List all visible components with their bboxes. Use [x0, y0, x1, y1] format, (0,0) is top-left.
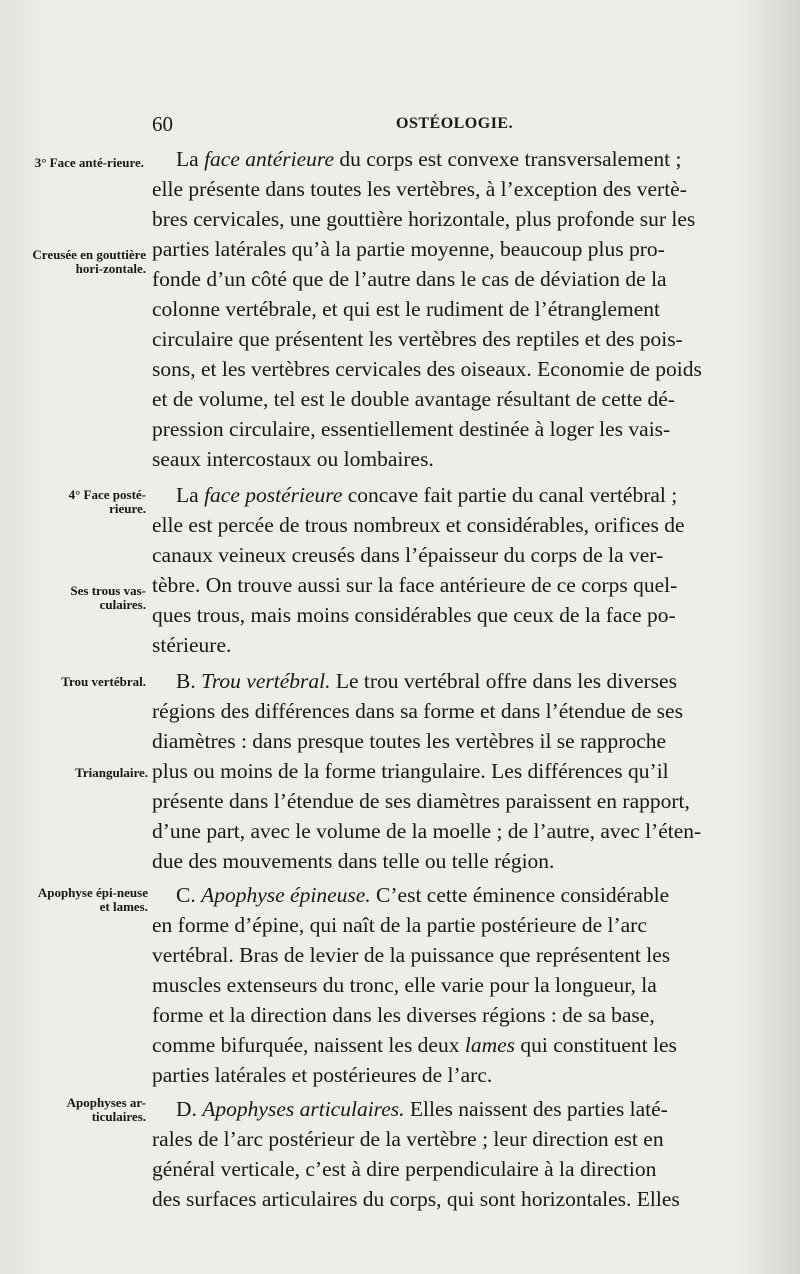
text-span: D. — [176, 1097, 203, 1121]
text-line: rales de l’arc postérieur de la vertèbre ; leur direction est en — [152, 1127, 664, 1151]
text-line: colonne vertébrale, et qui est le rudiment de l’étranglement — [152, 297, 661, 321]
text-span: concave fait partie du canal vertébral ; — [342, 483, 678, 507]
text-line: d’une part, avec le volume de la moelle ; de l’autre, avec l’éten- — [152, 819, 702, 843]
margin-note-gouttiere: Creusée en gouttière hori-zontale. — [32, 247, 146, 276]
margin-note-apophyses-articulaires: Apophyses ar-ticulaires. — [66, 1095, 146, 1124]
text-line: régions des différences dans sa forme et dans l’étendue de ses — [152, 699, 683, 723]
margin-note-trous-vasculaires: Ses trous vas-culaires. — [70, 583, 146, 612]
text-span: C. — [176, 883, 202, 907]
text-line: parties latérales qu’à la partie moyenne, beaucoup plus pro- — [152, 237, 665, 261]
page-header — [0, 112, 800, 142]
text-line: et de volume, tel est le double avantage résultant de cette dé- — [152, 387, 675, 411]
text-line: forme et la direction dans les diverses régions : de sa base, — [152, 1003, 655, 1027]
text-line: général verticale, c’est à dire perpendiculaire à la direction — [152, 1157, 657, 1181]
text-line: bres cervicales, une gouttière horizontale, plus profonde sur les — [152, 207, 696, 231]
margin-note-apophyse-epineuse: Apophyse épi-neuse et lames. — [37, 885, 148, 914]
text-line: vertébral. Bras de levier de la puissance que représentent les — [152, 943, 671, 967]
italic-term: Apophyses articulaires. — [202, 1097, 405, 1121]
text-span: comme bifurquée, naissent les deux — [152, 1033, 465, 1057]
text-span: C’est cette éminence considérable — [370, 883, 670, 907]
text-line: due des mouvements dans telle ou telle région. — [152, 849, 555, 873]
text-line: des surfaces articulaires du corps, qui sont horizontales. Elles — [152, 1187, 680, 1211]
italic-term: face antérieure — [204, 147, 335, 171]
italic-term: lames — [464, 1033, 516, 1057]
text-span: Elles naissent des parties laté- — [404, 1097, 668, 1121]
text-line — [176, 668, 677, 694]
text-span: B. — [176, 669, 202, 693]
running-title: OSTÉOLOGIE. — [396, 115, 514, 132]
text-line — [152, 1032, 677, 1058]
text-line: elle est percée de trous nombreux et considérables, orifices de — [152, 513, 685, 537]
text-line: en forme d’épine, qui naît de la partie postérieure de l’arc — [152, 913, 647, 937]
margin-note-trou-vertebral: Trou vertébral. — [61, 674, 146, 689]
italic-term: face postérieure — [204, 483, 343, 507]
text-line: circulaire que présentent les vertèbres des reptiles et des pois- — [152, 327, 683, 351]
text-span: La — [176, 483, 205, 507]
margin-note-triangulaire: Triangulaire. — [75, 765, 148, 780]
text-span: Le trou vertébral offre dans les diverses — [330, 669, 677, 693]
text-line: plus ou moins de la forme triangulaire. Les différences qu’il — [152, 759, 669, 783]
text-line — [176, 882, 669, 908]
text-line: canaux veineux creusés dans l’épaisseur du corps de la ver- — [152, 543, 664, 567]
text-line: fonde d’un côté que de l’autre dans le cas de déviation de la — [152, 267, 667, 291]
text-line: stérieure. — [152, 633, 232, 657]
text-line — [176, 146, 681, 172]
text-span: du corps est convexe transversalement ; — [334, 147, 682, 171]
text-line — [176, 1096, 668, 1122]
text-line: elle présente dans toutes les vertèbres, à l’exception des vertè- — [152, 177, 687, 201]
margin-note-face-anterieure: 3° Face anté-rieure. — [34, 155, 144, 170]
italic-term: Trou vertébral. — [201, 669, 331, 693]
margin-note-face-posterieure: 4° Face posté-rieure. — [68, 487, 146, 516]
text-line — [176, 482, 677, 508]
text-span: La — [176, 147, 205, 171]
italic-term: Apophyse épineuse. — [201, 883, 371, 907]
text-line: sons, et les vertèbres cervicales des oiseaux. Economie de poids — [152, 357, 702, 381]
page-number: 60 — [152, 112, 173, 136]
text-span: qui constituent les — [515, 1033, 677, 1057]
text-line: tèbre. On trouve aussi sur la face antérieure de ce corps quel- — [152, 573, 678, 597]
text-line: seaux intercostaux ou lombaires. — [152, 447, 434, 471]
text-line: pression circulaire, essentiellement destinée à loger les vais- — [152, 417, 671, 441]
text-line: parties latérales et postérieures de l’arc. — [152, 1063, 493, 1087]
text-line: diamètres : dans presque toutes les vertèbres il se rapproche — [152, 729, 667, 753]
text-line: muscles extenseurs du tronc, elle varie pour la longueur, la — [152, 973, 657, 997]
text-line: ques trous, mais moins considérables que ceux de la face po- — [152, 603, 676, 627]
text-line: présente dans l’étendue de ses diamètres paraissent en rapport, — [152, 789, 690, 813]
